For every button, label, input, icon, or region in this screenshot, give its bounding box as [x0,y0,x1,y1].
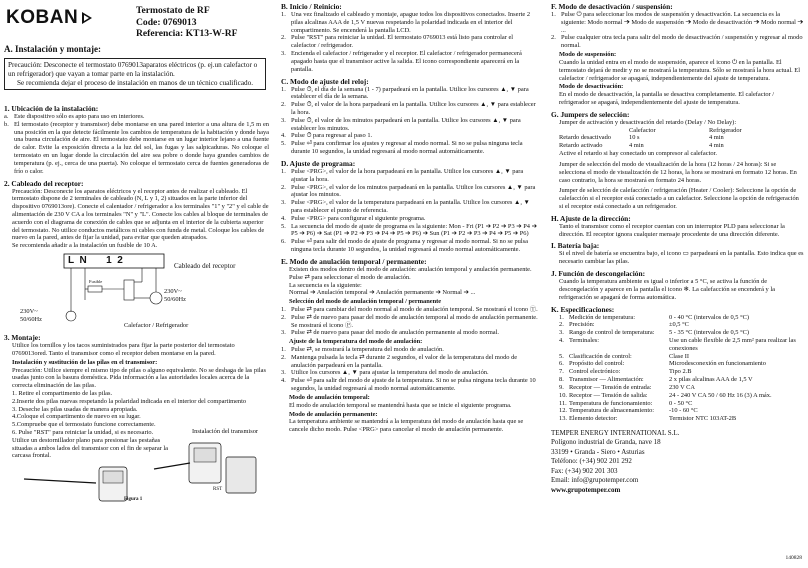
product-name: Termostato de RF [136,5,210,16]
spec-number: 12. [559,407,567,415]
s1-a: Este dispositivo sólo es apto para uso en interiores. [14,113,145,121]
f-item: Pulse cualquier otra tecla para salir del modo de desactivación / suspensión y regresar al modo normal. [561,34,803,50]
left-flow: 1. Ubicación de la instalación: a. Este dispositivo sólo es apto para uso en interiores. b. El termostato (receptor y transmisor) debe montarse en una pared interior a una altura de 1,5 m en una posición en la que detecte fácilmente los cambios de temperatura de la habitación y donde haya una buena circulación de aire. El termostato debe montarse en un lugar interior lejano a una fuente de calor. Evite la exposición directa a la luz del sol, las fugas y las salpicaduras. No coloque el termostato en un lugar donde la circulación del aire sea pobre o donde haya grandes cambios de temperatura (p. ej., cerca de una puerta). No coloque el termostato cerca de fuentes generadoras de frío o calor. 2. Cableado del receptor: Precaución: Desconecte los aparatos eléctricos y el receptor antes de realizar el cableado. El termostato dispone de 2 terminales de cableado (N, L y 1, 2) situados en la parte inferior del dispositivo 0769013ore). Conecte el calentador / refrigerador a los terminales "1" y "2" y el cable de alimentación de 230 V CA a los terminales "N" y "L". Conecte los cables al bloque de terminales de acuerdo con el diagrama de conexión de cables que se adjunta en el interior de la cubierta superior del termostato. No utilice conductos metálicos ni cables con funda de metal. Coloque los cables de nuevo en la pared, antes de fijar la unidad, para evitar que queden atrapados. Se recomienda añadir a la instalación un fusible de 10 A. L N 1 2 Cableado del receptor Fusible 230V~ 50/60Hz 230V~ 50/60Hz Calefactor / Refrigerador 3. Montaje: Utilice los tornillos y los tacos suministrados para fijar la parte posterior del termostato 0769013ored. Tanto el transmisor como el receptor deben montarse en la pared. Instalación y sustitución de las pilas en el transmisor: Precaución: Utilice siempre el mismo tipo de pilas o alguno equivalente. No se deshaga de las pilas usadas junto con la basura doméstica. Pida información a las autoridades locales acerca de la correcta eliminación de las pilas. 1. Retire el compartimento de las pilas. 2.Inserte dos pilas nuevas respetando la polaridad indicada en el interior del compartimento 3. Deseche las pilas usadas de manera apropiada. 4.Coloque el compartimento de nuevo en su lugar. 5.Compruebe que el termostato funcione correctamente. 6. Pulse "RST" para reiniciar la unidad, si es necesario. Utilice un destornillador plano para presionar las pestañas situadas a ambos lados del transmisor con el fin de separar la carcasa frontal. Instalación del transmisor RST Figura 1 [4,101,269,507]
s3-batt-text: Precaución: Utilice siempre el mismo tipo de pilas o alguno equivalente. No se deshaga de las pilas usadas junto con la basura doméstica. Pida información a las autoridades locales acerca de la correcta eliminación de las pilas. [12,366,266,390]
g-p3: Jumper de selección del modo de visualización de la hora (12 horas / 24 horas): Si se selecciona el modo de visualización de 12 horas, la hora se mostrará en formato 12 horas. En caso contrario, la hora se mostrará en formato 24 horas. [559,160,797,184]
footer-phone: Teléfono: (+34) 902 201 292 [551,457,632,466]
d-item: La secuencia del modo de ajuste de programa es la siguiente: Mon - Fri (P1 ➔ P2 ➔ P3 ➔ P4 ➔ P5 ➔ P6) ➔ Sat (P1 ➔ P2 ➔ P3 ➔ P4 ➔ P5 ➔ P6) ➔ Sun (P1 ➔ P2 ➔ P3 ➔ P4 ➔ P5 ➔ P6) [291,222,537,238]
e-tmp-heading: Modo de anulación temporal: [289,393,370,401]
j-text: Cuando la temperatura ambiente es igual o inferior a 5 °C, se activa la función de descongelación y aparece en la pantalla el icono ❄. La calefacción se encenderá y la refrigeración se apagará de forma automática. [559,278,775,301]
spec-value: Microdesconexión en funcionamiento [669,360,766,368]
g-col2: Refrigerador [709,126,742,134]
s2-heading: 2. Cableado del receptor: [4,178,84,188]
k-heading: K. Especificaciones: [551,304,615,314]
footer-fax: Fax: (+34) 902 201 303 [551,466,618,475]
spec-row [559,321,804,329]
spec-value: Clase II [669,352,690,360]
e-intro2: La secuencia es la siguiente: [289,281,362,289]
diagram-fuse: Fusible [89,279,103,285]
g-col1: Calefactor [629,126,656,134]
column-left [4,0,269,568]
spec-row [559,376,804,384]
spec-row [559,368,804,376]
spec-row [559,415,804,423]
spec-label: Rango de control de temperatura: [569,329,655,337]
spec-value: -10 - 60 °C [669,407,698,415]
footer [551,429,804,495]
warning-text-2: Se recomienda dejar el proceso de instalación en manos de un técnico cualificado. [16,78,254,87]
diagram-terminals: L N 1 2 [68,255,123,267]
e-heading: E. Modo de anulación temporal / permanente: [281,256,427,266]
middle-flow: B. Inicio / Reinicio: 1. Una vez finalizado el cableado y montaje, apague todos los dispositivos conectados. Inserte 2 pilas alcalinas AAA de 1,5 V nuevas respetando la polaridad indicada en el interior del compartimento. Se encenderá la pantalla LCD. 2. Pulse "RST" para reiniciar la unidad. El termostato 0769013 está listo para controlar el calefactor / refrigerador. 3. Encienda el calefactor / refrigerador y el receptor. El calefactor / refrigerador permanecerá apagado hasta que el transmisor active la salida. El icono correspondiente aparecerá en la pantalla. C. Modo de ajuste del reloj: 1. Pulse ⏱, el día de la semana (1 - 7) parpadeará en la pantalla. Utilice los cursores ▲, ▼ para establecer el día de la semana. 2. Pulse ⏱, el valor de la hora parpadeará en la pantalla. Utilice los cursores ▲, ▼ para establecer la hora. 3. Pulse ⏱, el valor de los minutos parpadeará en la pantalla. Utilice los cursores ▲, ▼ para establecer los minutos. 4. Pulse ⏱ para regresar al paso 1. 5. Pulse ⏎ para confirmar los ajustes y regresar al modo normal. Si no se pulsa ninguna tecla durante 10 segundos, la unidad regresará al modo normal automáticamente. D. Ajuste de programa: 1. Pulse <PRG>, el valor de la hora parpadeará en la pantalla. Utilice los cursores ▲, ▼ para ajustar la hora. 2. Pulse <PRG>, el valor de los minutos parpadeará en la pantalla. Utilice los cursores ▲, ▼ para ajustar los minutos. 3. Pulse <PRG>, el valor de la temperatura parpadeará en la pantalla. Utilice los cursores ▲, ▼ para establecer el punto de referencia. 4. Pulse <PRG> para configurar el siguiente programa. 5. La secuencia del modo de ajuste de programa es la siguiente: Mon - Fri (P1 ➔ P2 ➔ P3 ➔ P4 ➔ P5 ➔ P6) ➔ Sat (P1 ➔ P2 ➔ P3 ➔ P4 ➔ P5 ➔ P6) ➔ Sun (P1 ➔ P2 ➔ P3 ➔ P4 ➔ P5 ➔ P6) 6. Pulse ⏎ para salir del modo de ajuste de programa y regresar al modo normal. Si no se pulsa ninguna tecla durante 10 segundos, la unidad regresará al modo normal automáticamente. E. Modo de anulación temporal / permanente: Existen dos modos dentro del modo de anulación: anulación temporal y anulación permanente. Pulse ⇄ para seleccionar el modo de anulación. La secuencia es la siguiente: Normal ➔ Anulación temporal ➔ Anulación permanente ➔ Normal ➔ ... Selección del modo de anulación temporal / permanente 1. Pulse ⇄ para cambiar del modo normal al modo de anulación temporal. Se mostrará el icono Ⓣ. 2. Pulse ⇄ de nuevo para pasar del modo de anulación temporal al modo de anulación permanente. Se mostrará el icono Ⓟ. 3. Pulse ⇄ de nuevo para pasar del modo de anulación permanente al modo normal. Ajuste de la temperatura del modo de anulación: 1. Pulse ⇄, se mostrará la temperatura del modo de anulación. 2. Mantenga pulsada la tecla ⇄ durante 2 segundos, el valor de la temperatura del modo de anulación parpadeará en la pantalla. 3. Utilice los cursores ▲, ▼ para ajustar la temperatura del modo de anulación. 4. Pulse ⏎ para salir del modo de ajuste de la temperatura. Si no se pulsa ninguna tecla durante 10 segundos, la unidad regresará al modo normal automáticamente. Modo de anulación temporal: El modo de anulación temporal se mantendrá hasta que se inicie el siguiente programa. Modo de anulación permanente: La temperatura ambiente se mantendrá a la temperatura del modo de anulación hasta que se cancele dicho modo. Pulse <PRG> para cancelar el modo de anulación permanente. [281,2,538,434]
s3-step: 2.Inserte dos pilas nuevas respetando la polaridad indicada en el interior del compartimento [12,397,247,405]
warning-box [4,58,266,90]
s2-fuse: Se recomienda añadir a la instalación un fusible de 10 A. [12,242,158,250]
spec-label: Elemento detector: [569,415,618,423]
spec-number: 2. [559,321,564,329]
s3-batt-heading: Instalación y sustitución de las pilas en el transmisor: [12,358,158,366]
wiring-diagram [4,252,269,330]
spec-number: 9. [559,383,564,391]
h-heading: H. Ajuste de la dirección: [551,213,631,223]
footer-company: TEMPER ENERGY INTERNATIONAL S.L. [551,428,680,437]
spec-number: 13. [559,415,567,423]
spec-label: Propósito del control: [569,360,625,368]
spec-label: Terminales: [569,337,600,344]
spec-number: 7. [559,368,564,376]
spec-label: Temperatura de almacenamiento: [569,407,655,415]
spec-value: 5 - 35 °C (intervalos de 0,5 °C) [669,329,750,337]
spec-value: 24 - 240 V CA 50 / 60 Hz 16 (3) A máx. [669,391,772,399]
h-text: Tanto el transmisor como el receptor cuentan con un interruptor PLD para seleccionar la dirección. El receptor ignora cualquier mensaje procedente de una dirección diferente. [559,222,785,238]
diagram-v1: 230V~ [20,308,38,316]
b-item: Pulse "RST" para reiniciar la unidad. El termostato 0769013 está listo para controlar el calefactor / refrigerador. [291,34,514,50]
product-title [136,5,238,40]
b-item: Encienda el calefactor / refrigerador y el receptor. El calefactor / refrigerador permanecerá apagado hasta que el transmisor active la salida. El icono correspondiente aparecerá en la pantalla. [291,50,522,73]
diagram-v2: 230V~ [164,288,182,296]
e-temp-heading: Ajuste de la temperatura del modo de anulación: [289,338,423,346]
s1-b: El termostato (receptor y transmisor) debe montarse en una pared interior a una altura de 1,5 m en una posición en la que detecte fácilmente los cambios de temperatura de la habitación y donde haya una buena circulación de aire. El termostato debe montarse en un lugar interior lejano a una fuente de calor. Evite la exposición directa a la luz del sol, las fugas y las salpicaduras. No coloque el termostato en un lugar donde la circulación del aire sea pobre o donde haya grandes cambios de temperatura (p. ej., cerca de una puerta). No coloque el termostato cerca de fuentes generadoras de frío o calor. [14,120,269,175]
e-item: Pulse ⇄ de nuevo para pasar del modo de anulación permanente al modo normal. [291,329,500,337]
spec-label: Transmisor — Alimentación: [569,376,644,384]
f-off-text: En el modo de desactivación, la pantalla se desactiva completamente. El calefactor / refrigerador se apagará, independientemente del ajuste de temperatura. [559,91,775,106]
d-heading: D. Ajuste de programa: [281,158,356,168]
e-perm-heading: Modo de anulación permanente: [289,410,378,418]
spec-number: 6. [559,360,564,368]
spec-row [559,360,804,368]
c-heading: C. Modo de ajuste del reloj: [281,76,369,86]
f-heading: F. Modo de desactivación / suspensión: [551,2,673,11]
c-item: Pulse ⏎ para confirmar los ajustes y regresar al modo normal. Si no se pulsa ninguna tecla durante 10 segundos, la unidad regresará al modo normal automáticamente. [291,140,523,156]
g-p4: Jumper de selección de calefacción / refrigeración (Heater / Cooler): Seleccione la opción de calefacción si el receptor está conectado a un calefactor. Seleccione la opción de refrigeración si el receptor está conectado a un refrigerador. [559,187,799,210]
spec-number: 3. [559,329,564,337]
footer-address1: Polígono industrial de Granda, nave 18 [551,438,661,447]
spec-row [559,353,804,361]
e-item: Pulse ⇄ para cambiar del modo normal al modo de anulación temporal. Se mostrará el icono Ⓣ. [291,305,538,313]
spec-number: 4. [559,337,564,344]
spec-label: Medición de temperatura: [569,313,636,321]
spec-value: Termistor NTC 103AT-2B [669,415,737,423]
e-temp-item: Pulse ⇄, se mostrará la temperatura del modo de anulación. [291,346,444,353]
diagram-f2: 50/60Hz [164,296,187,304]
spec-label: Receptor — Tensión de salida: [569,391,648,399]
e-sel-heading: Selección del modo de anulación temporal / permanente [289,298,442,306]
brand-logo [6,6,94,29]
e-temp-item: Pulse ⏎ para salir del modo de ajuste de la temperatura. Si no se pulsa ninguna tecla durante 10 segundos, la unidad regresará al modo normal automáticamente. [291,377,536,393]
spec-row [559,314,804,322]
b-item: Una vez finalizado el cableado y montaje, apague todos los dispositivos conectados. Inserte 2 pilas alcalinas AAA de 1,5 V nuevas respetando la polaridad indicada en el interior del compartimento. Se encenderá la pantalla LCD. [291,11,531,34]
s3-heading: 3. Montaje: [4,333,41,343]
c-item: Pulse ⏱, el valor de los minutos parpadeará en la pantalla. Utilice los cursores ▲, ▼ para establecer los minutos. [291,116,521,132]
spec-value: Tipo 2.B [669,368,692,376]
spec-value: 230 V CA [669,383,696,391]
g-table [551,127,804,150]
warning-text: Precaución: Desconecte el termostato 0769013aparatos eléctricos (p. ej.un calefactor o un refrigerador) que vayan a tomar parte en la instalación. [8,61,258,78]
i-text: Si el nivel de batería se encuentra bajo, el icono ▭ parpadeará en la pantalla. Esto indica que es necesario cambiar las pilas. [559,250,804,266]
c-item: Pulse ⏱ para regresar al paso 1. [291,132,373,140]
e-perm-text: La temperatura ambiente se mantendrá a la temperatura del modo de anulación hasta que se cancele dicho modo. Pulse <PRG> para cancelar el modo de anulación permanente. [289,418,524,434]
spec-label: Control electrónico: [569,368,621,376]
e-intro1: Existen dos modos dentro del modo de anulación: anulación temporal y anulación permanente. Pulse ⇄ para seleccionar el modo de anulación. [289,265,532,281]
e-temp-item: Utilice los cursores ▲, ▼ para ajustar la temperatura del modo de anulación. [291,369,489,377]
footer-email[interactable]: Email: info@grupotemper.com [551,476,639,485]
diagram-f1: 50/60Hz [20,316,43,324]
spec-value: Use un cable flexible de 2,5 mm² para realizar las conexiones [669,337,796,352]
s3-step: 3. Deseche las pilas usadas de manera apropiada. [12,405,138,413]
g-r1b: 4 min [709,134,724,142]
right-flow: F. Modo de desactivación / suspensión: 1. Pulse ⏻ para seleccionar los modos de suspensión y desactivación. La secuencia es la siguiente: Modo normal ➔ Modo de suspensión ➔ Modo de desactivación ➔ Modo normal ➔ ... 2. Pulse cualquier otra tecla para salir del modo de desactivación / suspensión y regresar al modo normal. Modo de suspensión: Cuando la unidad entra en el modo de suspensión, aparece el icono ⏻ en la pantalla. El termostato dejará de medir y no se mostrará la temperatura. Sólo se mostrará la hora actual. El calefactor / refrigerador se apagará, independientemente del ajuste de temperatura. Modo de desactivación: En el modo de desactivación, la pantalla se desactiva completamente. El calefactor / refrigerador se apagará, independientemente del ajuste de temperatura. G. Jumpers de selección: Jumper de activación y desactivación del retardo (Delay / No Delay): Calefactor Refrigerador Retardo desactivado 10 s 4 min Retardo activado 4 min 4 min Active el retardo si hay conectado un compresor al calefactor. Jumper de selección del modo de visualización de la hora (12 horas / 24 horas): Si se selecciona el modo de visualización de 12 horas, la hora se mostrará en formato 12 horas. En caso contrario, la hora se mostrará en formato 24 horas. Jumper de selección de calefacción / refrigeración (Heater / Cooler): Seleccione la opción de calefacción si el receptor está conectado a un calefactor. Seleccione la opción de refrigeración si el receptor está conectado a un refrigerador. H. Ajuste de la dirección: Tanto el transmisor como el receptor cuentan con un interruptor PLD para seleccionar la dirección. El receptor ignora cualquier mensaje procedente de una dirección diferente. I. Batería baja: Si el nivel de batería se encuentra bajo, el icono ▭ parpadeará en la pantalla. Esto indica que es necesario cambiar las pilas. J. Función de descongelación: Cuando la temperatura ambiente es igual o inferior a 5 °C, se activa la función de descongelación y aparece en la pantalla el icono ❄. La calefacción se encenderá y la refrigeración se apagará de forma automática. K. Especificaciones: 1. Medición de temperatura: 0 - 40 °C (intervalos de 0,5 °C) 2. Precisión: ±0,5 °C 3. Rango de control de temperatura: 5 - 35 °C (intervalos de 0,5 °C) 4. Terminales: Use un cable flexible de 2,5 mm² para realizar las conexiones 5. Clasificación de control: Clase II 6. Propósito del control: Microdesconexión en funcionamiento 7. Control electrónico: Tipo 2.B 8. Transmisor — Alimentación: 2 x pilas alcalinas AAA de 1,5 V 9. Receptor — Tensión de entrada: 230 V CA 10. Receptor — Tensión de salida: 24 - 240 V CA 50 / 60 Hz 16 (3) A máx. 11. Temperatura de funcionamiento: 0 - 50 °C 12. Temperatura de almacenamiento: -10 - 60 °C 13. Elemento detector: Termistor NTC 103AT-2B TEMPER ENERGY INTERNATIONAL S.L. Polígono industrial de Granda, nave 18 33199 • Granda - Siero • Asturias Teléfono: (+34) 902 201 292 Fax: (+34) 902 201 303 Email: info@grupotemper.com www.grupotemper.com [551,2,804,494]
spec-value: 2 x pilas alcalinas AAA de 1,5 V [669,376,753,384]
spec-number: 1. [559,313,564,321]
g-r2b: 4 min [709,142,724,150]
f-susp-heading: Modo de suspensión: [559,51,617,59]
s3-step: 5.Compruebe que el termostato funcione correctamente. [12,421,156,429]
b-heading: B. Inicio / Reinicio: [281,2,342,11]
spec-row [559,400,804,408]
j-heading: J. Función de descongelación: [551,269,646,279]
spec-number: 5. [559,352,564,360]
c-item: Pulse ⏱, el día de la semana (1 - 7) parpadeará en la pantalla. Utilice los cursores ▲, ▼ para establecer el día de la semana. [291,85,529,101]
g-r2a: 4 min [629,142,644,150]
spec-label: Precisión: [569,321,595,329]
brand-mark-icon [80,10,94,26]
d-item: Pulse <PRG>, el valor de la temperatura parpadeará en la pantalla. Utilice los cursores ▲, ▼ para establecer el punto de referencia. [291,199,530,214]
spec-label: Clasificación de control: [569,352,632,360]
section-a-heading: A. Instalación y montaje: [4,44,101,54]
d-item: Pulse <PRG> para configurar el siguiente programa. [291,214,426,222]
g-r1a: 10 s [629,134,640,142]
g-heading: G. Jumpers de selección: [551,109,630,119]
s1-heading: 1. Ubicación de la instalación: [4,104,99,113]
product-code: Code: 0769013 [136,16,197,28]
g-p2: Active el retardo si hay conectado un compresor al calefactor. [559,150,717,158]
spec-number: 10. [559,391,567,399]
s3-step: 6. Pulse "RST" para reiniciar la unidad, si es necesario. [12,429,154,437]
c-item: Pulse ⏱, el valor de la hora parpadeará en la pantalla. Utilice los cursores ▲, ▼ para establecer la hora. [291,101,536,116]
s3-step: 1. Retire el compartimento de las pilas. [12,389,113,397]
f-item: Pulse ⏻ para seleccionar los modos de suspensión y desactivación. La secuencia es la siguiente: Modo normal ➔ Modo de suspensión ➔ Modo de desactivación ➔ Modo normal ➔ ... [561,11,804,34]
spec-row [559,337,804,353]
spec-row [559,407,804,415]
f-susp-text: Cuando la unidad entra en el modo de suspensión, aparece el icono ⏻ en la pantalla. El termostato dejará de medir y no se mostrará la temperatura. Sólo se mostrará la hora actual. El calefactor / refrigerador se apagará, independientemente del ajuste de temperatura. [559,58,800,82]
diagram-caption-bottom: Calefactor / Refrigerador [124,322,189,330]
spec-number: 11. [559,399,567,407]
spec-label: Receptor — Tensión de entrada: [569,383,652,391]
spec-list [551,314,804,423]
install-caption: Instalación del transmisor [192,427,259,435]
d-item: Pulse <PRG>, el valor de la hora parpadeará en la pantalla. Utilice los cursores ▲, ▼ para ajustar la hora. [291,167,524,183]
figure-label: Figura 1 [124,496,143,502]
d-item: Pulse ⏎ para salir del modo de ajuste de programa y regresar al modo normal. Si no se pulsa ninguna tecla durante 10 segundos, la unidad regresará al modo normal automáticamente. [291,238,528,254]
spec-number: 8. [559,376,564,384]
e-tmp-text: El modo de anulación temporal se mantendrá hasta que se inicie el siguiente programa. [289,401,512,409]
footer-web[interactable]: www.grupotemper.com [551,485,621,494]
g-r1: Retardo desactivado [559,134,611,142]
e-temp-item: Mantenga pulsada la tecla ⇄ durante 2 segundos, el valor de la temperatura del modo de anulación parpadeará en la pantalla. [291,353,518,369]
i-heading: I. Batería baja: [551,241,600,251]
s2-text: Precaución: Desconecte los aparatos eléctricos y el receptor antes de realizar el cableado. El termostato dispone de 2 terminales de cableado (N, L y 1, 2) situados en la parte inferior del dispositivo 0769013ore). Conecte el calentador / refrigerador a los terminales "1" y "2" y el cable de alimentación de 230 V CA a los terminales "N" y "L". Conecte los cables al bloque de terminales de acuerdo con el diagrama de conexión de cables que se adjunta en el interior de la cubierta superior del termostato. No utilice conductos metálicos ni cables con funda de metal. Coloque los cables de nuevo en la pared, antes de fijar la unidad, para evitar que queden atrapados. [12,187,269,242]
spec-label: Temperatura de funcionamiento: [569,399,653,407]
spec-row [559,384,804,392]
product-reference: Referencia: KT13-W-RF [136,28,238,39]
diagram-caption-right: Cableado del receptor [174,262,236,271]
brand-name: KOBAN [6,7,79,28]
f-off-heading: Modo de desactivación: [559,83,624,91]
spec-value: 0 - 40 °C (intervalos de 0,5 °C) [669,313,750,321]
spec-value: 0 - 50 °C [669,399,693,407]
e-item: Pulse ⇄ de nuevo para pasar del modo de anulación temporal al modo de anulación permanente. Se mostrará el icono Ⓟ. [291,313,538,329]
g-r2: Retardo activado [559,142,603,150]
e-intro3: Normal ➔ Anulación temporal ➔ Anulación permanente ➔ Normal ➔ ... [289,289,476,297]
spec-row [559,329,804,337]
column-middle [281,0,539,568]
footer-address2: 33199 • Granda - Siero • Asturias [551,447,645,456]
spec-row [559,392,804,400]
s3-step: 4.Coloque el compartimento de nuevo en su lugar. [12,413,141,421]
d-item: Pulse <PRG>, el valor de los minutos parpadeará en la pantalla. Utilice los cursores ▲, ▼ para ajustar los minutos. [291,183,536,199]
column-right [551,0,804,568]
rst-label: RST [213,486,223,492]
g-p1: Jumper de activación y desactivación del retardo (Delay / No Delay): [559,118,737,126]
spec-value: ±0,5 °C [669,321,689,329]
s3-text: Utilice los tornillos y los tacos suministrados para fijar la parte posterior del termostato 0769013ored. Tanto el transmisor como el receptor deben montarse en la pared. [12,342,235,357]
s3-tool-text: Utilice un destornillador plano para presionar las pestañas situadas a ambos lados del transmisor con el fin de separar la carcasa frontal. [12,436,168,460]
document-number: 140828 [785,555,802,562]
